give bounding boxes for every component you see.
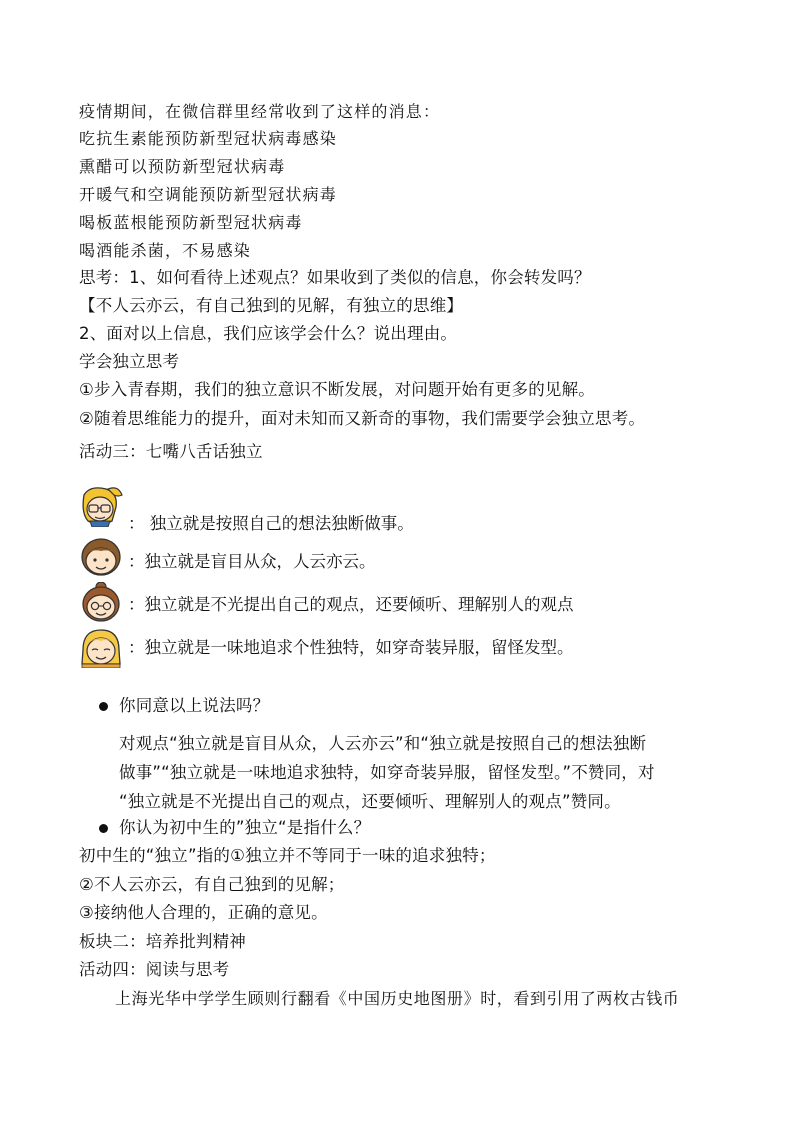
rumor-3: 开暖气和空调能预防新型冠状病毒	[79, 185, 338, 204]
rumor-5: 喝酒能杀菌，不易感染	[79, 241, 252, 260]
rumor-1: 吃抗生素能预防新型冠状病毒感染	[79, 129, 338, 148]
meaning-line-2: ②不人云亦云，有自己独到的见解；	[79, 875, 345, 894]
meaning-line-1: 初中生的“独立”指的①独立并不等同于一味的追求独特；	[79, 846, 496, 865]
bullet-dot	[99, 702, 108, 711]
blonde-girl-glasses-avatar	[78, 487, 124, 527]
opinion-4: ：独立就是一味地追求个性独特，如穿奇装异服，留怪发型。	[128, 638, 574, 657]
think-question-2: 2、面对以上信息，我们应该学会什么？说出理由。	[79, 324, 458, 343]
think-question-1: 思考：1、如何看待上述观点？如果收到了类似的信息，你会转发吗？	[79, 268, 591, 287]
rumor-4: 喝板蓝根能预防新型冠状病毒	[79, 213, 303, 232]
question-agree: 你同意以上说法吗？	[119, 696, 270, 715]
opinion-1: ： 独立就是按照自己的想法独断做事。	[128, 514, 414, 533]
bullet-dot	[99, 824, 108, 833]
activity-4-title: 活动四：阅读与思考	[79, 960, 230, 979]
answer-2-title: 学会独立思考	[79, 352, 180, 371]
opinion-3: ：独立就是不光提出自己的观点，还要倾听、理解别人的观点	[128, 595, 574, 614]
answer-1: 【不人云亦云，有自己独到的见解，有独立的思维】	[79, 296, 464, 315]
section-2-title: 板块二：培养批判精神	[79, 932, 246, 951]
answer-2-point-2: ②随着思维能力的提升，面对未知而又新奇的事物，我们需要学会独立思考。	[79, 409, 646, 428]
reading-text: 上海光华中学学生顾则行翻看《中国历史地图册》时，看到引用了两枚古钱币	[115, 989, 680, 1008]
agree-answer-line-2: 做事”“独立就是一味地追求独特，如穿奇装异服，留怪发型。”不赞同，对	[119, 763, 655, 782]
agree-answer-line-1: 对观点“独立就是盲目从众，人云亦云”和“独立就是按照自己的想法独断	[119, 734, 647, 753]
bun-hair-girl-avatar	[78, 582, 124, 622]
news-intro: 疫情期间，在微信群里经常收到了这样的消息：	[79, 102, 441, 121]
agree-answer-line-3: “独立就是不光提出自己的观点，还要倾听、理解别人的观点”赞同。	[119, 792, 621, 811]
answer-2-point-1: ①步入青春期，我们的独立意识不断发展，对问题开始有更多的见解。	[79, 380, 595, 399]
question-meaning: 你认为初中生的”独立“是指什么？	[119, 818, 371, 837]
opinion-2: ：独立就是盲目从众，人云亦云。	[128, 552, 376, 571]
brown-hair-boy-avatar	[78, 537, 124, 577]
rumor-2: 熏醋可以预防新型冠状病毒	[79, 157, 286, 176]
blonde-girl-avatar	[78, 628, 124, 668]
meaning-line-3: ③接纳他人合理的，正确的意见。	[79, 903, 328, 922]
activity-3-title: 活动三：七嘴八舌话独立	[79, 442, 263, 461]
